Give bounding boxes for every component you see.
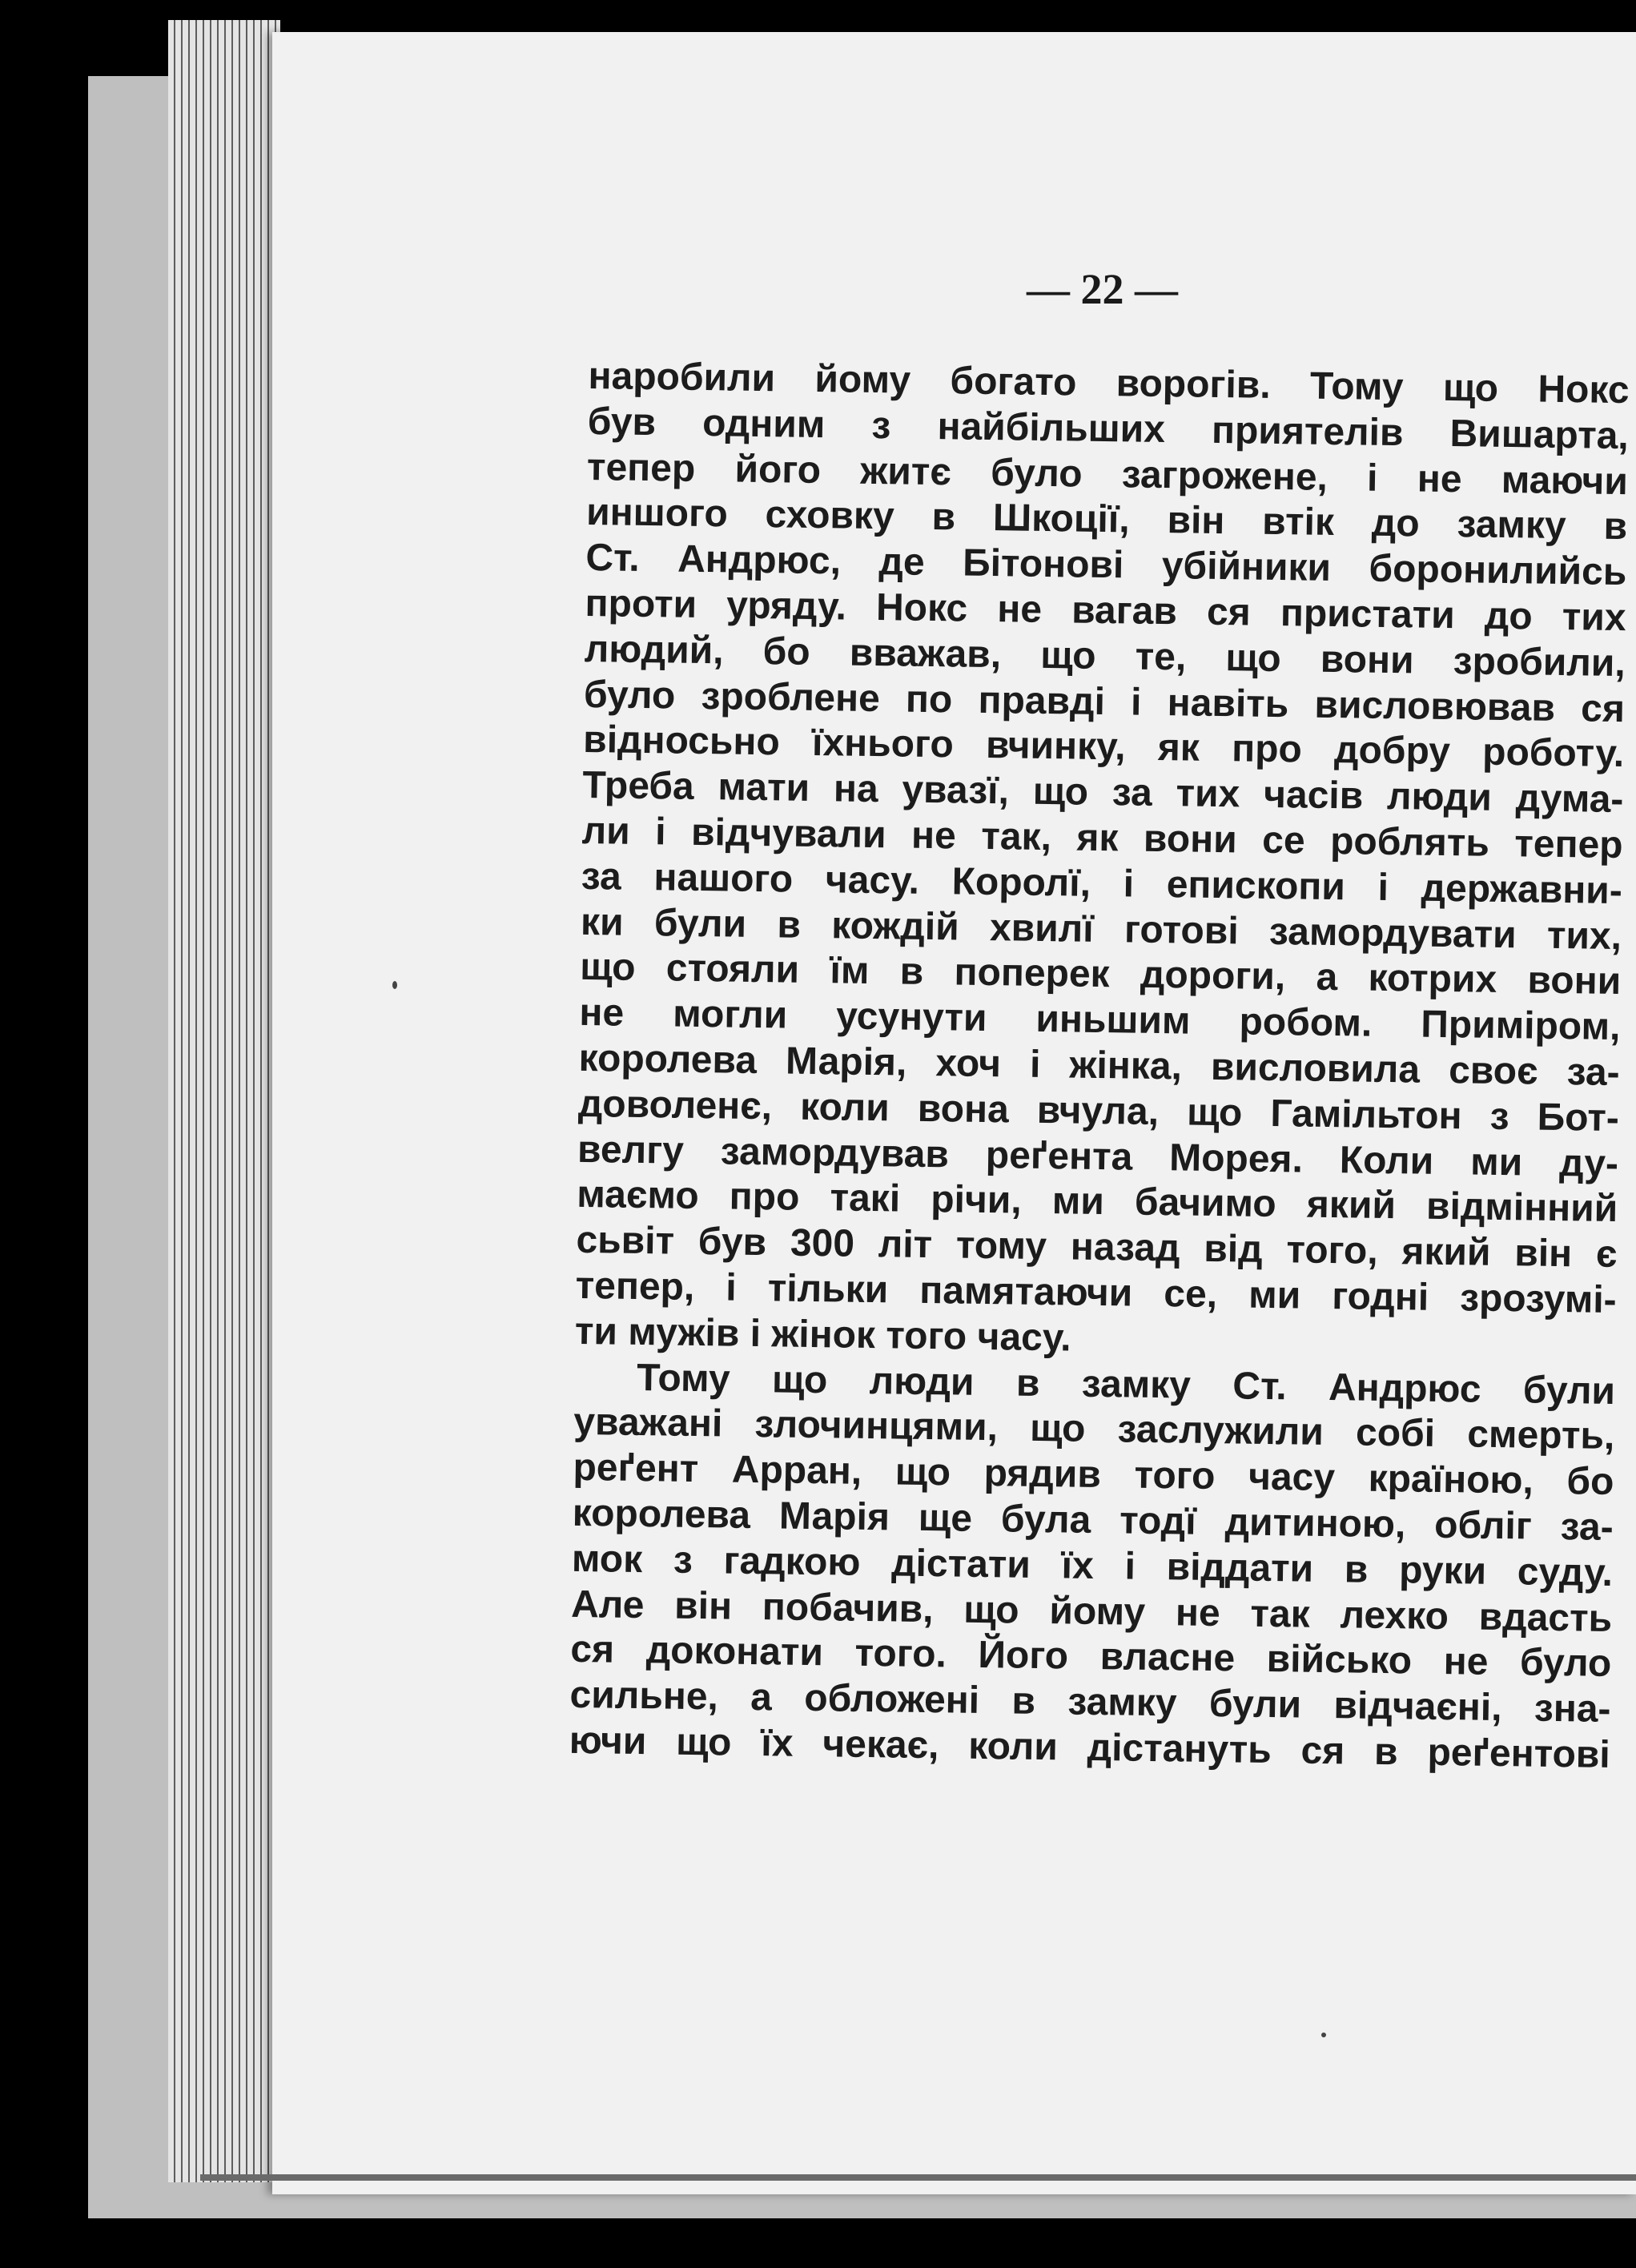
text-line: ся доконати того. Його власне військо не було	[570, 1628, 1612, 1686]
text-line: велгу замордував реґента Морея. Коли ми ду-	[577, 1128, 1619, 1185]
text-line: проти уряду. Нокс не вагав ся пристати до тих	[585, 581, 1626, 640]
text-line: королева Марія ще була тодї дитиною, обліг за-	[572, 1491, 1614, 1549]
page-bottom-edge	[200, 2174, 1636, 2181]
paragraph-start-line: Тому що люди в замку Ст. Андрюс були	[636, 1356, 1616, 1413]
text-line: маємо про такі річи, ми бачимо який відмінний	[576, 1173, 1618, 1231]
text-line: Ст. Андрюс, де Бітонові убійники боронилийсь	[585, 537, 1627, 594]
text-line: реґент Арран, що рядив того часу країною, бо	[573, 1446, 1614, 1504]
text-line: наробили йому богато ворогів. Тому що Нокс	[588, 354, 1630, 412]
text-line: було зроблене по правді і навіть висловював ся	[583, 673, 1626, 730]
text-line: Але він побачив, що йому не так лехко вдасть	[570, 1582, 1613, 1640]
text-line: ти мужів і жінок того часу.	[574, 1309, 1071, 1360]
page-number: — 22 —	[1027, 265, 1178, 313]
text-line: уважані злочинцями, що заслужили собі смерть,	[573, 1401, 1615, 1458]
text-line: був одним з найбільших приятелів Вишарта,	[587, 400, 1630, 457]
text-line: королева Марія, хоч і жінка, висловила своє за-	[578, 1036, 1620, 1095]
text-line: тепер, і тільки памятаючи се, ми годні зрозумі-	[575, 1264, 1617, 1321]
dust-speck	[392, 981, 397, 989]
text-line: иншого сховку в Шкоції, він втік до замку в	[585, 491, 1628, 549]
text-line: сильне, а обложені в замку були відчаєні, зна-	[569, 1673, 1611, 1731]
stacked-page-edges	[168, 20, 280, 2182]
text-line: ки були в кождій хвилї готові замордувати тих,	[580, 900, 1622, 958]
body-text	[569, 354, 1629, 1779]
text-line: відносьно їхнього вчинку, як про добру роботу.	[582, 718, 1625, 776]
text-line: сьвіт був 300 літ тому назад від того, який він є	[576, 1219, 1618, 1277]
text-line: за нашого часу. Королї, і епископи і державни-	[581, 855, 1623, 912]
dust-speck	[1321, 2033, 1326, 2037]
text-line: ючи що їх чекає, коли дістануть ся в реґентові	[569, 1719, 1611, 1776]
text-line: ли і відчували не так, як вони се роблять тепер	[581, 809, 1623, 867]
text-line: що стояли їм в поперек дороги, а котрих вони	[579, 946, 1622, 1003]
text-line: мок з гадкою дістати їх і віддати в руки суду.	[571, 1537, 1614, 1594]
text-line: доволенє, коли вона вчула, що Гамільтон з Бот-	[577, 1082, 1620, 1140]
text-line: людий, бо вважав, що те, що вони зробили,	[584, 627, 1626, 685]
text-line: тепер його житє було загрожене, і не маючи	[586, 445, 1629, 503]
text-line: Треба мати на увазї, що за тих часів люди дума-	[582, 764, 1624, 822]
text-line: не могли усунути иньшим робом. Приміром,	[579, 991, 1621, 1049]
